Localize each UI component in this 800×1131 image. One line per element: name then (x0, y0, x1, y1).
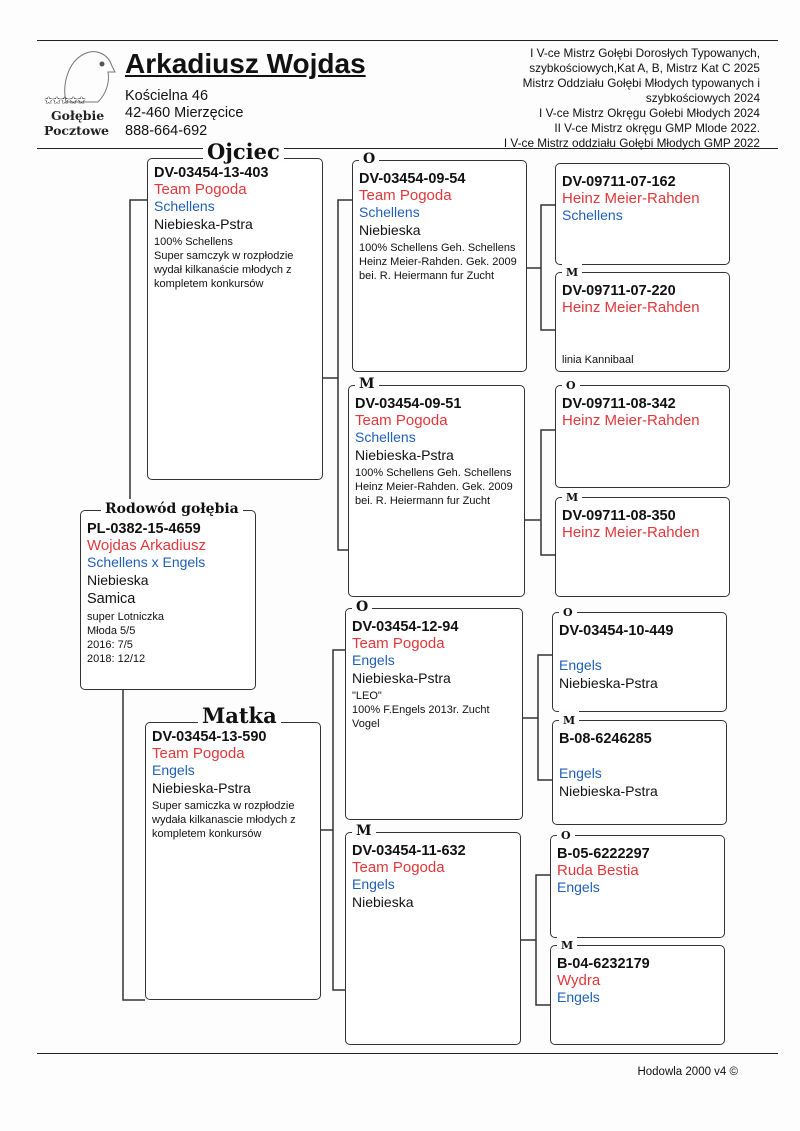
logo-stars: ✩✩✩✩✩ (44, 95, 86, 107)
ring-number: B-05-6222297 (557, 846, 650, 862)
generation-label: M (562, 263, 582, 283)
plumage-color: Niebieska (359, 222, 421, 238)
pigeon-card-fm[interactable] (348, 376, 525, 597)
ring-number: DV-03454-13-403 (154, 165, 269, 181)
generation-label: M (562, 488, 582, 508)
owner-name: Team Pogoda (152, 745, 245, 762)
plumage-color: Niebieska-Pstra (559, 783, 658, 799)
notes: super Lotniczka Młoda 5/5 2016: 7/5 2018: 12/12 (87, 611, 165, 665)
owner-name: Team Pogoda (355, 412, 448, 429)
ring-number: DV-09711-07-220 (562, 283, 676, 299)
generation-label: M (557, 936, 577, 956)
breed: Engels (559, 657, 602, 673)
owner-name: Heinz Meier-Rahden (562, 299, 700, 316)
breed: Engels (557, 879, 600, 895)
generation-label: M (352, 821, 376, 841)
generation-label: M (559, 711, 579, 731)
ring-number: DV-03454-12-94 (352, 619, 459, 635)
notes: 100% Schellens Geh. Schellens Heinz Meier-Rahden. Gek. 2009 bei. R. Heiermann fur Zucht (359, 242, 517, 282)
connector (130, 200, 147, 510)
notes: 100% Schellens Super samczyk w rozpłodzie wydał kilkanaście młodych z kompletem konkursów (154, 236, 294, 290)
breed: Schellens (359, 204, 420, 220)
plumage-color: Niebieska-Pstra (154, 216, 253, 232)
generation-label: Rodowód gołębia (101, 499, 243, 519)
plumage-color: Niebieska-Pstra (352, 670, 451, 686)
owner-name: Ruda Bestia (557, 862, 639, 879)
achievement: szybkościowych,Kat A, B, Mistrz Kat C 2025 (529, 61, 760, 75)
breed: Engels (152, 762, 195, 778)
plumage-color: Niebieska (87, 572, 149, 588)
pigeon-card-ff[interactable] (352, 151, 527, 372)
notes: "LEO" 100% F.Engels 2013r. Zucht Vogel (352, 690, 490, 730)
pigeon-card-mother[interactable] (145, 703, 321, 1000)
ring-number: DV-09711-08-342 (562, 396, 676, 412)
connector (123, 690, 145, 1000)
ring-number: DV-03454-09-54 (359, 171, 466, 187)
ring-number: DV-03454-10-449 (559, 623, 674, 639)
notes: Super samiczka w rozpłodzie wydała kilkanascie młodych z kompletem konkursów (152, 800, 296, 840)
pigeon-card-ffm[interactable] (555, 266, 730, 372)
owner-name: Heinz Meier-Rahden (562, 190, 700, 207)
pigeon-card-mff[interactable] (552, 606, 727, 712)
ring-number: DV-03454-13-590 (152, 729, 267, 745)
plumage-color: Niebieska-Pstra (355, 447, 454, 463)
owner-name: Heinz Meier-Rahden (562, 412, 700, 429)
owner-name: Team Pogoda (154, 181, 247, 198)
owner-name: Team Pogoda (352, 859, 445, 876)
connector (333, 650, 345, 990)
connector (541, 430, 555, 555)
owner-name: Wydra (557, 972, 601, 989)
generation-label: Ojciec (203, 142, 284, 162)
pigeon-card-fmf[interactable] (555, 379, 730, 488)
logo-text-2: Pocztowe (44, 123, 109, 138)
owner-name: Team Pogoda (359, 187, 452, 204)
connector (536, 875, 550, 1005)
pigeon-card-subject[interactable] (80, 501, 256, 690)
breed: Schellens (154, 198, 215, 214)
pigeon-card-fff[interactable] (555, 163, 730, 265)
achievement: II V-ce Mistrz okręgu GMP Mlode 2022. (554, 121, 760, 135)
pigeon-card-mfm[interactable] (552, 714, 727, 825)
achievement: szybkościowych 2024 (645, 91, 760, 105)
generation-label: O (557, 826, 575, 846)
achievement: I V-ce Mistrz Okręgu Gołebi Młodych 2024 (539, 106, 760, 120)
generation-label: M (355, 374, 379, 394)
achievement: Mistrz Oddziału Gołębi Młodych typowanych i (522, 76, 760, 90)
breed: Schellens (562, 207, 623, 223)
ring-number: DV-03454-11-632 (352, 843, 466, 859)
generation-label: O (359, 149, 379, 169)
address-city: 42-460 Mierzęcice (125, 105, 244, 121)
generation-label: O (562, 376, 580, 396)
breed: Engels (557, 989, 600, 1005)
sex: Samica (87, 591, 136, 607)
ring-number: DV-09711-07-162 (562, 174, 676, 190)
breed: Engels (352, 652, 395, 668)
connector (541, 205, 555, 330)
plumage-color: Niebieska-Pstra (559, 675, 658, 691)
phone: 888-664-692 (125, 123, 208, 139)
breeder-name: Arkadiusz Wojdas (125, 48, 366, 79)
ring-number: B-08-6246285 (559, 731, 652, 747)
owner-name: Team Pogoda (352, 635, 445, 652)
pigeon-card-father[interactable] (147, 139, 323, 480)
pigeon-card-mm[interactable] (345, 823, 521, 1045)
breed: Engels (352, 876, 395, 892)
achievement: I V-ce Mistrz Gołębi Dorosłych Typowanych, (530, 46, 760, 60)
software-credit: Hodowla 2000 v4 © (637, 1066, 738, 1078)
breed: Engels (559, 765, 602, 781)
generation-label: O (352, 597, 372, 617)
ring-number: B-04-6232179 (557, 956, 650, 972)
breed: Schellens x Engels (87, 554, 206, 570)
achievement: I V-ce Mistrz oddziału Gołębi Młodych GMP 2022 (503, 136, 760, 150)
notes: 100% Schellens Geh. Schellens Heinz Meier-Rahden. Gek. 2009 bei. R. Heiermann fur Zucht (355, 467, 513, 507)
owner-name: Wojdas Arkadiusz (87, 537, 206, 554)
pigeon-card-fmm[interactable] (555, 491, 730, 597)
ring-number: DV-03454-09-51 (355, 396, 462, 412)
logo-text-1: Gołębie (51, 108, 105, 123)
pigeon-card-mf[interactable] (345, 599, 523, 820)
ring-number: DV-09711-08-350 (562, 508, 676, 524)
ring-number: PL-0382-15-4659 (87, 521, 201, 537)
connector (538, 655, 552, 780)
plumage-color: Niebieska (352, 894, 414, 910)
breed: Schellens (355, 429, 416, 445)
notes: linia Kannibaal (562, 354, 634, 366)
plumage-color: Niebieska-Pstra (152, 780, 251, 796)
owner-name: Heinz Meier-Rahden (562, 524, 700, 541)
generation-label: Matka (198, 706, 281, 726)
pigeon-card-mmm[interactable] (550, 939, 725, 1045)
address-street: Kościelna 46 (125, 88, 209, 104)
generation-label: O (559, 603, 577, 623)
pigeon-card-mmf[interactable] (550, 829, 725, 938)
